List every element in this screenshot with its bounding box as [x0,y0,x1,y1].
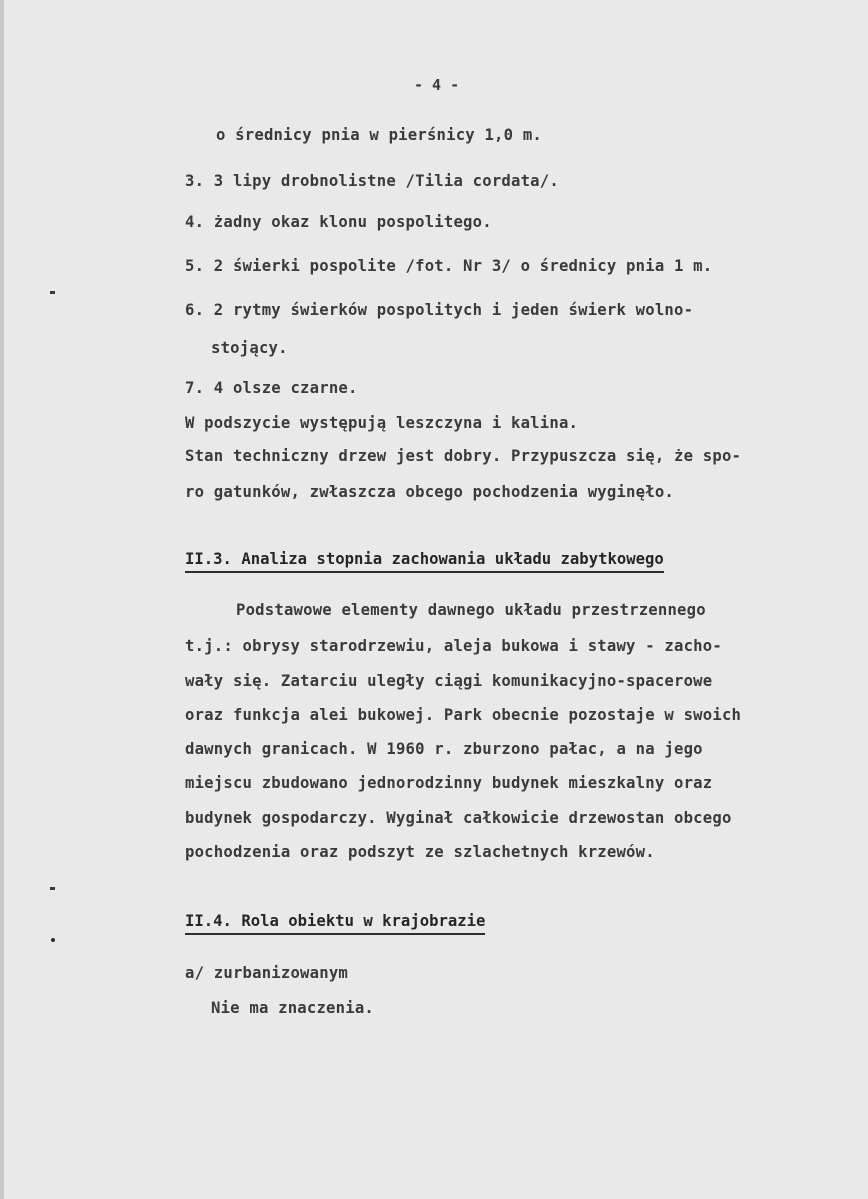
text-line: o średnicy pnia w pierśnicy 1,0 m. [216,126,542,144]
text-line: W podszycie występują leszczyna i kalina. [185,414,579,432]
text-line: oraz funkcja alei bukowej. Park obecnie pozostaje w swoich [185,706,742,724]
text-line: a/ zurbanizowanym [185,964,348,982]
list-item-4: 4. żadny okaz klonu pospolitego. [185,213,492,231]
text-line: budynek gospodarczy. Wyginał całkowicie drzewostan obcego [185,809,732,827]
text-line: dawnych granicach. W 1960 r. zburzono pałac, a na jego [185,740,703,758]
text-line: ro gatunków, zwłaszcza obcego pochodzenia wyginęło. [185,483,674,501]
page-left-edge [0,0,4,1199]
text-line: Stan techniczny drzew jest dobry. Przypuszcza się, że spo- [185,447,742,465]
section-heading-2-3: II.3. Analiza stopnia zachowania układu zabytkowego [185,549,664,573]
margin-dot [51,938,55,942]
list-item-7: 7. 4 olsze czarne. [185,379,358,397]
text-line: Nie ma znaczenia. [211,999,374,1017]
list-item-5: 5. 2 świerki pospolite /fot. Nr 3/ o średnicy pnia 1 m. [185,257,713,275]
text-line: Podstawowe elementy dawnego układu przestrzennego [236,601,706,619]
margin-mark [50,887,55,890]
margin-mark [50,291,55,294]
list-item-3: 3. 3 lipy drobnolistne /Tilia cordata/. [185,172,559,190]
section-heading-2-4: II.4. Rola obiektu w krajobrazie [185,911,485,935]
list-item-6-continuation: stojący. [211,339,288,357]
text-line: t.j.: obrysy starodrzewiu, aleja bukowa i stawy - zacho- [185,637,722,655]
list-item-6: 6. 2 rytmy świerków pospolitych i jeden świerk wolno- [185,301,694,319]
text-line: pochodzenia oraz podszyt ze szlachetnych krzewów. [185,843,655,861]
text-line: miejscu zbudowano jednorodzinny budynek mieszkalny oraz [185,774,713,792]
page-number: - 4 - [414,76,460,94]
text-line: wały się. Zatarciu uległy ciągi komunikacyjno-spacerowe [185,672,713,690]
